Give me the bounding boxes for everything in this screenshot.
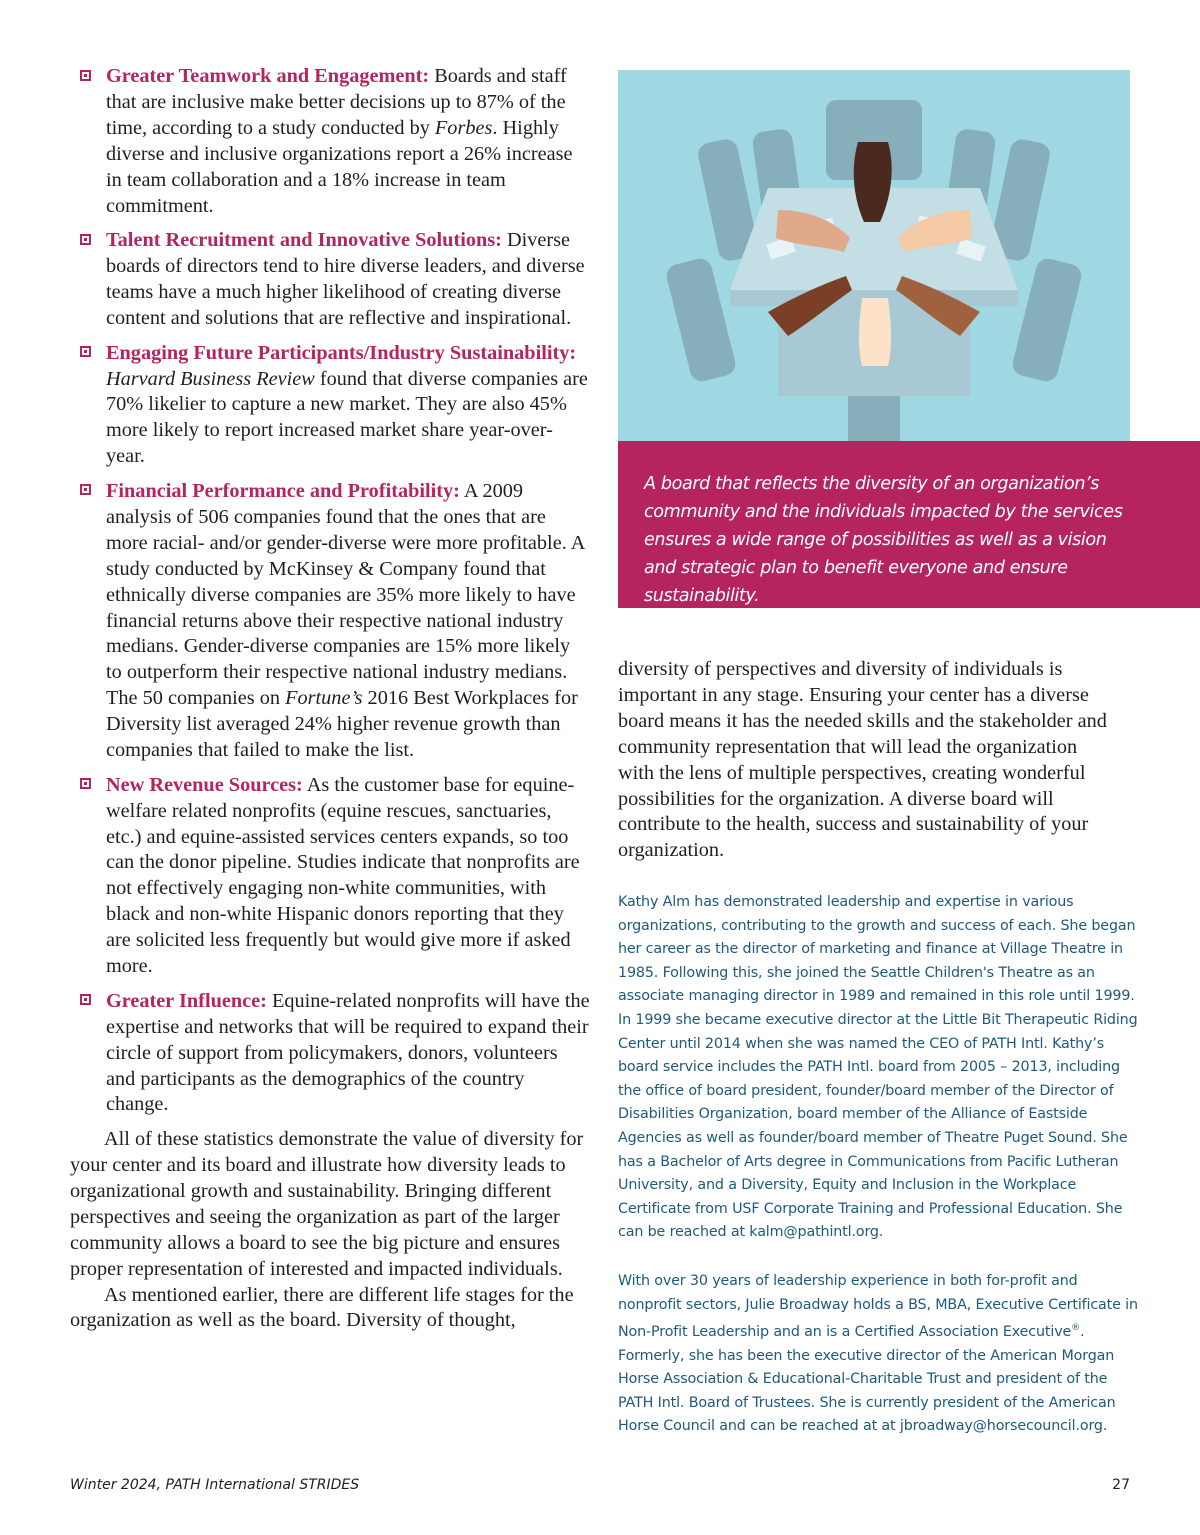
bullet-title: Greater Teamwork and Engagement: xyxy=(106,65,430,87)
bullet-item: Engaging Future Participants/Industry Sustainability: Harvard Business Review found that diverse companies are 70% likelier to capture a new market. They are also 45% more likely to report increased market share year-over-year. xyxy=(70,341,590,471)
bullet-title: Financial Performance and Profitability: xyxy=(106,479,460,502)
square-bullet-icon xyxy=(80,994,91,1005)
left-column xyxy=(70,64,590,1334)
square-bullet-icon xyxy=(80,778,91,789)
hands-together-illustration xyxy=(618,70,1130,442)
caption-text: A board that reflects the diversity of an organization’s community and the individuals impacted by the services ensures a wide range of possibilities as well as a vision and strategic plan to benefit everyone and ensure sustainability. xyxy=(644,474,1123,606)
author-bio: With over 30 years of leadership experience in both for-profit and nonprofit sectors, Julie Broadway holds a BS, MBA, Executive Certificate in Non-Profit Leadership and an is a Certified Association Executive®. Formerly, she has been the executive director of the American Morgan Horse Association & Educational-Charitable Trust and president of the PATH Intl. Board of Trustees. She is currently president of the American Horse Council and can be reached at at jbroadway@horsecouncil.org. xyxy=(618,1273,1138,1435)
bullet-item: New Revenue Sources: As the customer base for equine-welfare related nonprofits (equine rescues, sanctuaries, etc.) and equine-assisted services centers expands, so too can the donor pipeline. Studies indicate that nonprofits are not effectively engaging non-white communities, with black and non-white Hispanic donors reporting that they are solicited less frequently but would give more if asked more. xyxy=(70,773,590,980)
right-body-paragraph: diversity of perspectives and diversity of individuals is important in any stage. Ensuring your center has a diverse board means it has the needed skills and the stakeholder and community representation that will lead the organization with the lens of multiple perspectives, creating wonderful possibilities for the organization. A diverse board will contribute to the health, success and sustainability of your organization. xyxy=(618,658,1107,862)
author-bio: Kathy Alm has demonstrated leadership and expertise in various organizations, contributing to the growth and success of each. She began her career as the director of marketing and finance at Village Theatre in 1985. Following this, she joined the Seattle Children's Theatre as an associate managing director in 1989 and remained in this role until 1999. In 1999 she became executive director at the Little Bit Therapeutic Riding Center until 2014 when she was named the CEO of PATH Intl. Kathy’s board service includes the PATH Intl. board from 2005 – 2013, including the office of board president, founder/board member of the Director of Disabilities Organization, board member of the Alliance of Eastside Agencies as well as founder/board member of Theatre Puget Sound. She has a Bachelor of Arts degree in Communications from Pacific Lutheran University, and a Diversity, Equity and Inclusion in the Workplace Certificate from USF Corporate Training and Professional Education. She can be reached at kalm@pathintl.org. xyxy=(618,894,1138,1241)
boardroom-hands-icon xyxy=(618,70,1130,442)
footer-publication: Winter 2024, PATH International STRIDES xyxy=(70,1477,360,1493)
bullet-item: Greater Teamwork and Engagement: Boards and staff that are inclusive make better decisions up to 87% of the time, according to a study conducted by Forbes. Highly diverse and inclusive organizations report a 26% increase in team collaboration and a 18% increase in team commitment. xyxy=(70,64,590,219)
caption-box xyxy=(618,441,1200,608)
page-number: 27 xyxy=(1112,1477,1130,1493)
square-bullet-icon xyxy=(80,70,91,81)
square-bullet-icon xyxy=(80,346,91,357)
square-bullet-icon xyxy=(80,484,91,495)
body-paragraph: All of these statistics demonstrate the value of diversity for your center and its board and illustrate how diversity leads to organizational growth and sustainability. Bringing different perspectives and seeing the organization as part of the larger community allows a board to see the big picture and ensures proper representation of interested and impacted individuals. xyxy=(70,1128,584,1280)
bullet-title: Greater Influence: xyxy=(106,989,267,1012)
bullet-title: Engaging Future Participants/Industry Sustainability: xyxy=(106,341,577,364)
bullet-item: Greater Influence: Equine-related nonprofits will have the expertise and networks that will be required to expand their circle of support from policymakers, donors, volunteers and participants as the demographics of the country change. xyxy=(70,989,590,1119)
bullet-title: New Revenue Sources: xyxy=(106,773,303,796)
bullet-item: Talent Recruitment and Innovative Solutions: Diverse boards of directors tend to hire diverse leaders, and diverse teams have a much higher likelihood of creating diverse content and solutions that are reflective and inspirational. xyxy=(70,228,590,332)
square-bullet-icon xyxy=(80,234,91,245)
bullet-title: Talent Recruitment and Innovative Solutions: xyxy=(106,229,502,252)
body-paragraph: As mentioned earlier, there are different life stages for the organization as well as the board. Diversity of thought, xyxy=(70,1283,574,1332)
bullet-item: Financial Performance and Profitability: A 2009 analysis of 506 companies found that the ones that are more racial- and/or gender-diverse were more profitable. A study conducted by McKinsey & Company found that ethnically diverse companies are 35% more likely to have financial returns above their respective national industry medians. Gender-diverse companies are 15% more likely to outperform their respective national industry medians. The 50 companies on Fortune’s 2016 Best Workplaces for Diversity list averaged 24% higher revenue growth than companies that failed to make the list. xyxy=(70,479,590,764)
